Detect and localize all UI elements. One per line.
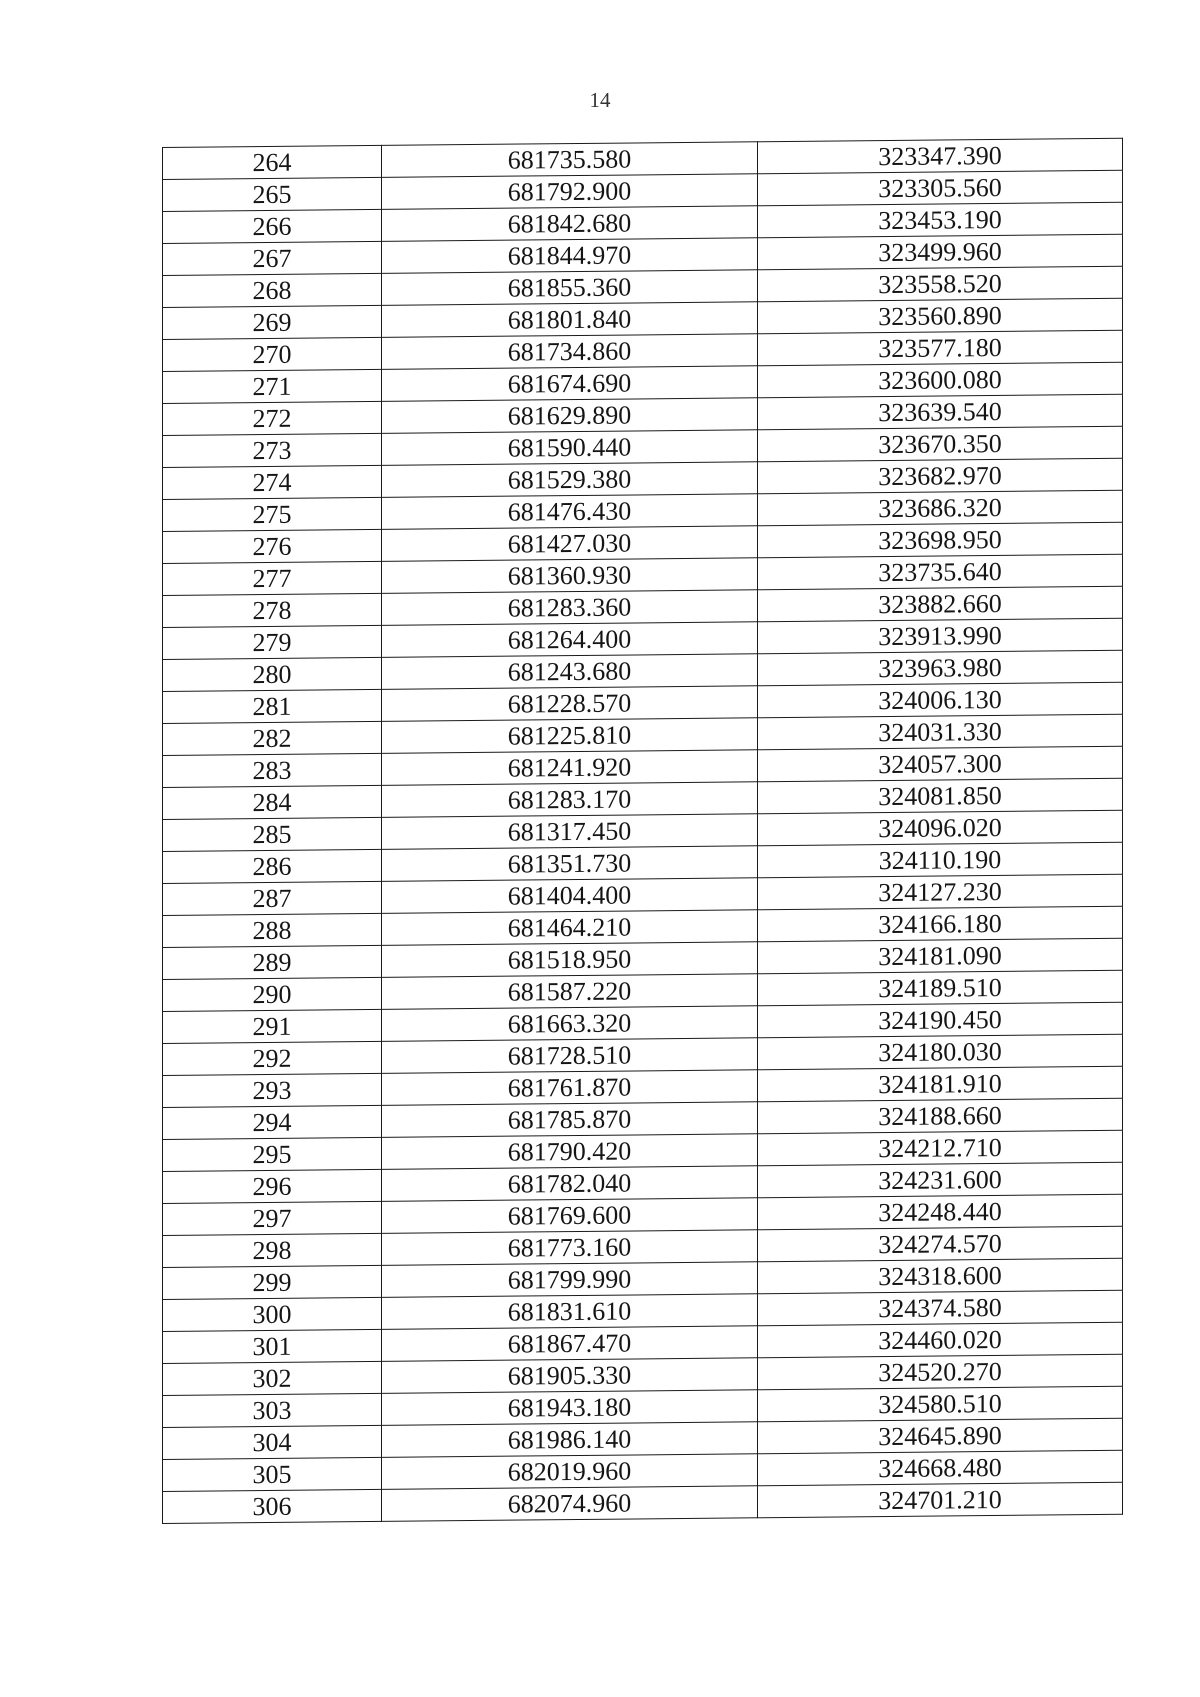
point-number-cell: 276 (163, 529, 382, 563)
x-coordinate-cell: 681792.900 (382, 174, 758, 210)
x-coordinate-cell: 681264.400 (382, 622, 758, 658)
point-number-cell: 274 (163, 465, 382, 499)
y-coordinate-cell: 324318.600 (758, 1258, 1123, 1294)
x-coordinate-cell: 681769.600 (382, 1198, 758, 1234)
y-coordinate-cell: 324212.710 (758, 1130, 1123, 1166)
point-number-cell: 271 (163, 369, 382, 403)
x-coordinate-cell: 681587.220 (382, 974, 758, 1010)
y-coordinate-cell: 323453.190 (758, 202, 1123, 238)
x-coordinate-cell: 681986.140 (382, 1422, 758, 1458)
point-number-cell: 302 (163, 1361, 382, 1395)
x-coordinate-cell: 682019.960 (382, 1454, 758, 1490)
point-number-cell: 275 (163, 497, 382, 531)
point-number-cell: 277 (163, 561, 382, 595)
y-coordinate-cell: 323499.960 (758, 234, 1123, 270)
point-number-cell: 272 (163, 401, 382, 435)
x-coordinate-cell: 681844.970 (382, 238, 758, 274)
x-coordinate-cell: 681476.430 (382, 494, 758, 530)
coordinate-table (162, 138, 1123, 1524)
point-number-cell: 282 (163, 721, 382, 755)
x-coordinate-cell: 681427.030 (382, 526, 758, 562)
y-coordinate-cell: 324096.020 (758, 810, 1123, 846)
point-number-cell: 304 (163, 1425, 382, 1459)
x-coordinate-cell: 681283.170 (382, 782, 758, 818)
x-coordinate-cell: 681831.610 (382, 1294, 758, 1330)
y-coordinate-cell: 323686.320 (758, 490, 1123, 526)
y-coordinate-cell: 324248.440 (758, 1194, 1123, 1230)
point-number-cell: 285 (163, 817, 382, 851)
x-coordinate-cell: 681867.470 (382, 1326, 758, 1362)
y-coordinate-cell: 323670.350 (758, 426, 1123, 462)
point-number-cell: 287 (163, 881, 382, 915)
x-coordinate-cell: 681782.040 (382, 1166, 758, 1202)
y-coordinate-cell: 323963.980 (758, 650, 1123, 686)
x-coordinate-cell: 681241.920 (382, 750, 758, 786)
y-coordinate-cell: 324166.180 (758, 906, 1123, 942)
point-number-cell: 290 (163, 977, 382, 1011)
y-coordinate-cell: 324181.910 (758, 1066, 1123, 1102)
x-coordinate-cell: 681790.420 (382, 1134, 758, 1170)
x-coordinate-cell: 682074.960 (382, 1486, 758, 1522)
coordinate-table-body (163, 138, 1123, 1523)
y-coordinate-cell: 324006.130 (758, 682, 1123, 718)
y-coordinate-cell: 323347.390 (758, 138, 1123, 174)
x-coordinate-cell: 681590.440 (382, 430, 758, 466)
y-coordinate-cell: 323698.950 (758, 522, 1123, 558)
point-number-cell: 279 (163, 625, 382, 659)
point-number-cell: 269 (163, 305, 382, 339)
y-coordinate-cell: 324231.600 (758, 1162, 1123, 1198)
x-coordinate-cell: 681404.400 (382, 878, 758, 914)
x-coordinate-cell: 681785.870 (382, 1102, 758, 1138)
x-coordinate-cell: 681464.210 (382, 910, 758, 946)
point-number-cell: 283 (163, 753, 382, 787)
x-coordinate-cell: 681799.990 (382, 1262, 758, 1298)
x-coordinate-cell: 681360.930 (382, 558, 758, 594)
point-number-cell: 268 (163, 273, 382, 307)
x-coordinate-cell: 681943.180 (382, 1390, 758, 1426)
point-number-cell: 266 (163, 209, 382, 243)
y-coordinate-cell: 324460.020 (758, 1322, 1123, 1358)
y-coordinate-cell: 323305.560 (758, 170, 1123, 206)
x-coordinate-cell: 681728.510 (382, 1038, 758, 1074)
point-number-cell: 286 (163, 849, 382, 883)
point-number-cell: 299 (163, 1265, 382, 1299)
page-number: 14 (589, 88, 611, 112)
point-number-cell: 297 (163, 1201, 382, 1235)
y-coordinate-cell: 324057.300 (758, 746, 1123, 782)
point-number-cell: 267 (163, 241, 382, 275)
x-coordinate-cell: 681529.380 (382, 462, 758, 498)
point-number-cell: 281 (163, 689, 382, 723)
point-number-cell: 270 (163, 337, 382, 371)
point-number-cell: 305 (163, 1457, 382, 1491)
y-coordinate-cell: 323600.080 (758, 362, 1123, 398)
y-coordinate-cell: 324110.190 (758, 842, 1123, 878)
x-coordinate-cell: 681225.810 (382, 718, 758, 754)
x-coordinate-cell: 681801.840 (382, 302, 758, 338)
x-coordinate-cell: 681761.870 (382, 1070, 758, 1106)
y-coordinate-cell: 324127.230 (758, 874, 1123, 910)
point-number-cell: 265 (163, 177, 382, 211)
point-number-cell: 295 (163, 1137, 382, 1171)
point-number-cell: 278 (163, 593, 382, 627)
y-coordinate-cell: 324701.210 (758, 1482, 1123, 1518)
y-coordinate-cell: 324081.850 (758, 778, 1123, 814)
point-number-cell: 293 (163, 1073, 382, 1107)
point-number-cell: 284 (163, 785, 382, 819)
y-coordinate-cell: 323560.890 (758, 298, 1123, 334)
y-coordinate-cell: 324181.090 (758, 938, 1123, 974)
x-coordinate-cell: 681735.580 (382, 142, 758, 178)
x-coordinate-cell: 681773.160 (382, 1230, 758, 1266)
point-number-cell: 273 (163, 433, 382, 467)
point-number-cell: 298 (163, 1233, 382, 1267)
y-coordinate-cell: 323639.540 (758, 394, 1123, 430)
x-coordinate-cell: 681228.570 (382, 686, 758, 722)
y-coordinate-cell: 323682.970 (758, 458, 1123, 494)
point-number-cell: 292 (163, 1041, 382, 1075)
point-number-cell: 289 (163, 945, 382, 979)
y-coordinate-cell: 324180.030 (758, 1034, 1123, 1070)
x-coordinate-cell: 681243.680 (382, 654, 758, 690)
x-coordinate-cell: 681905.330 (382, 1358, 758, 1394)
point-number-cell: 303 (163, 1393, 382, 1427)
y-coordinate-cell: 323913.990 (758, 618, 1123, 654)
x-coordinate-cell: 681317.450 (382, 814, 758, 850)
y-coordinate-cell: 323882.660 (758, 586, 1123, 622)
y-coordinate-cell: 323735.640 (758, 554, 1123, 590)
point-number-cell: 288 (163, 913, 382, 947)
point-number-cell: 264 (163, 145, 382, 179)
x-coordinate-cell: 681674.690 (382, 366, 758, 402)
point-number-cell: 300 (163, 1297, 382, 1331)
y-coordinate-cell: 323577.180 (758, 330, 1123, 366)
x-coordinate-cell: 681283.360 (382, 590, 758, 626)
point-number-cell: 280 (163, 657, 382, 691)
x-coordinate-cell: 681734.860 (382, 334, 758, 370)
y-coordinate-cell: 323558.520 (758, 266, 1123, 302)
y-coordinate-cell: 324189.510 (758, 970, 1123, 1006)
point-number-cell: 291 (163, 1009, 382, 1043)
y-coordinate-cell: 324520.270 (758, 1354, 1123, 1390)
x-coordinate-cell: 681518.950 (382, 942, 758, 978)
point-number-cell: 294 (163, 1105, 382, 1139)
y-coordinate-cell: 324645.890 (758, 1418, 1123, 1454)
point-number-cell: 296 (163, 1169, 382, 1203)
y-coordinate-cell: 324580.510 (758, 1386, 1123, 1422)
y-coordinate-cell: 324031.330 (758, 714, 1123, 750)
point-number-cell: 301 (163, 1329, 382, 1363)
x-coordinate-cell: 681842.680 (382, 206, 758, 242)
y-coordinate-cell: 324190.450 (758, 1002, 1123, 1038)
point-number-cell: 306 (163, 1489, 382, 1523)
x-coordinate-cell: 681629.890 (382, 398, 758, 434)
x-coordinate-cell: 681351.730 (382, 846, 758, 882)
y-coordinate-cell: 324188.660 (758, 1098, 1123, 1134)
y-coordinate-cell: 324668.480 (758, 1450, 1123, 1486)
x-coordinate-cell: 681855.360 (382, 270, 758, 306)
y-coordinate-cell: 324274.570 (758, 1226, 1123, 1262)
x-coordinate-cell: 681663.320 (382, 1006, 758, 1042)
y-coordinate-cell: 324374.580 (758, 1290, 1123, 1326)
